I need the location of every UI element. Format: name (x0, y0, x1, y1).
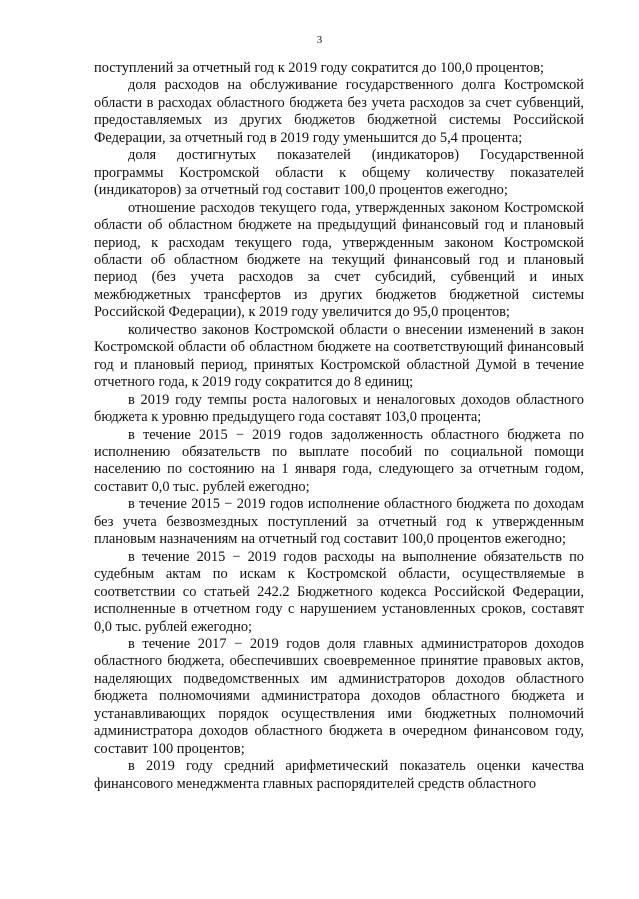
paragraph: количество законов Костромской области о внесении изменений в закон Костромской области об областном бюджете на соответствующий финансовый год и плановый период, принятых Костромской областной Думой в течение отчетного года, к 2019 году сократится до 8 единиц; (94, 321, 584, 391)
document-body (94, 60, 584, 793)
paragraph: доля расходов на обслуживание государственного долга Костромской области в расходах областного бюджета без учета расходов за счет субвенций, предоставляемых из других бюджетов бюджетной системы Российской Федерации, за отчетный год в 2019 году уменьшится до 5,4 процента; (94, 77, 584, 146)
paragraph: поступлений за отчетный год к 2019 году сократится до 100,0 процентов; (94, 60, 545, 76)
paragraph: доля достигнутых показателей (индикаторов) Государственной программы Костромской области к общему количеству показателей (индикаторов) за отчетный год составит 100,0 процентов ежегодно; (94, 147, 584, 199)
paragraph: в течение 2017 − 2019 годов доля главных администраторов доходов областного бюджета, обеспечивших своевременное принятие правовых актов, наделяющих подведомственных им администраторов доходов областного бюджета полномочиями администратора доходов областного бюджета и устанавливающих порядок осуществления ими бюджетных полномочий администратора доходов областного бюджета в очередном финансовом году, составит 100 процентов; (94, 635, 584, 757)
paragraph: в 2019 году средний арифметический показатель оценки качества финансового менеджмента главных распорядителей средств областного (94, 758, 584, 792)
paragraph: в течение 2015 − 2019 годов задолженность областного бюджета по исполнению обязательств по выплате пособий по социальной помощи населению по состоянию на 1 января года, следующего за отчетным годом, составит 0,0 тыс. рублей ежегодно; (94, 426, 584, 495)
paragraph: в 2019 году темпы роста налоговых и неналоговых доходов областного бюджета к уровню предыдущего года составят 103,0 процента; (94, 391, 584, 426)
page-number: 3 (316, 34, 323, 46)
paragraph: отношение расходов текущего года, утвержденных законом Костромской области об областном бюджете на предыдущий финансовый год и плановый период, к расходам текущего года, утвержденным законом Костромской области об областном бюджете на текущий финансовый год и плановый период (без учета расходов за счет субсидий, субвенций и иных межбюджетных трансфертов из других бюджетов бюджетной системы Российской Федерации), к 2019 году увеличится до 95,0 процентов; (94, 199, 584, 321)
paragraph: в течение 2015 − 2019 годов исполнение областного бюджета по доходам без учета безвозмездных поступлений за отчетный год к утвержденным плановым назначениям на отчетный год составит 100,0 процентов ежегодно; (94, 496, 584, 548)
paragraph: в течение 2015 − 2019 годов расходы на выполнение обязательств по судебным актам по искам к Костромской области, осуществляемые в соответствии со статьей 242.2 Бюджетного кодекса Российской Федерации, исполненные в отчетном году с нарушением установленных сроков, составят 0,0 тыс. рублей ежегодно; (94, 548, 584, 635)
